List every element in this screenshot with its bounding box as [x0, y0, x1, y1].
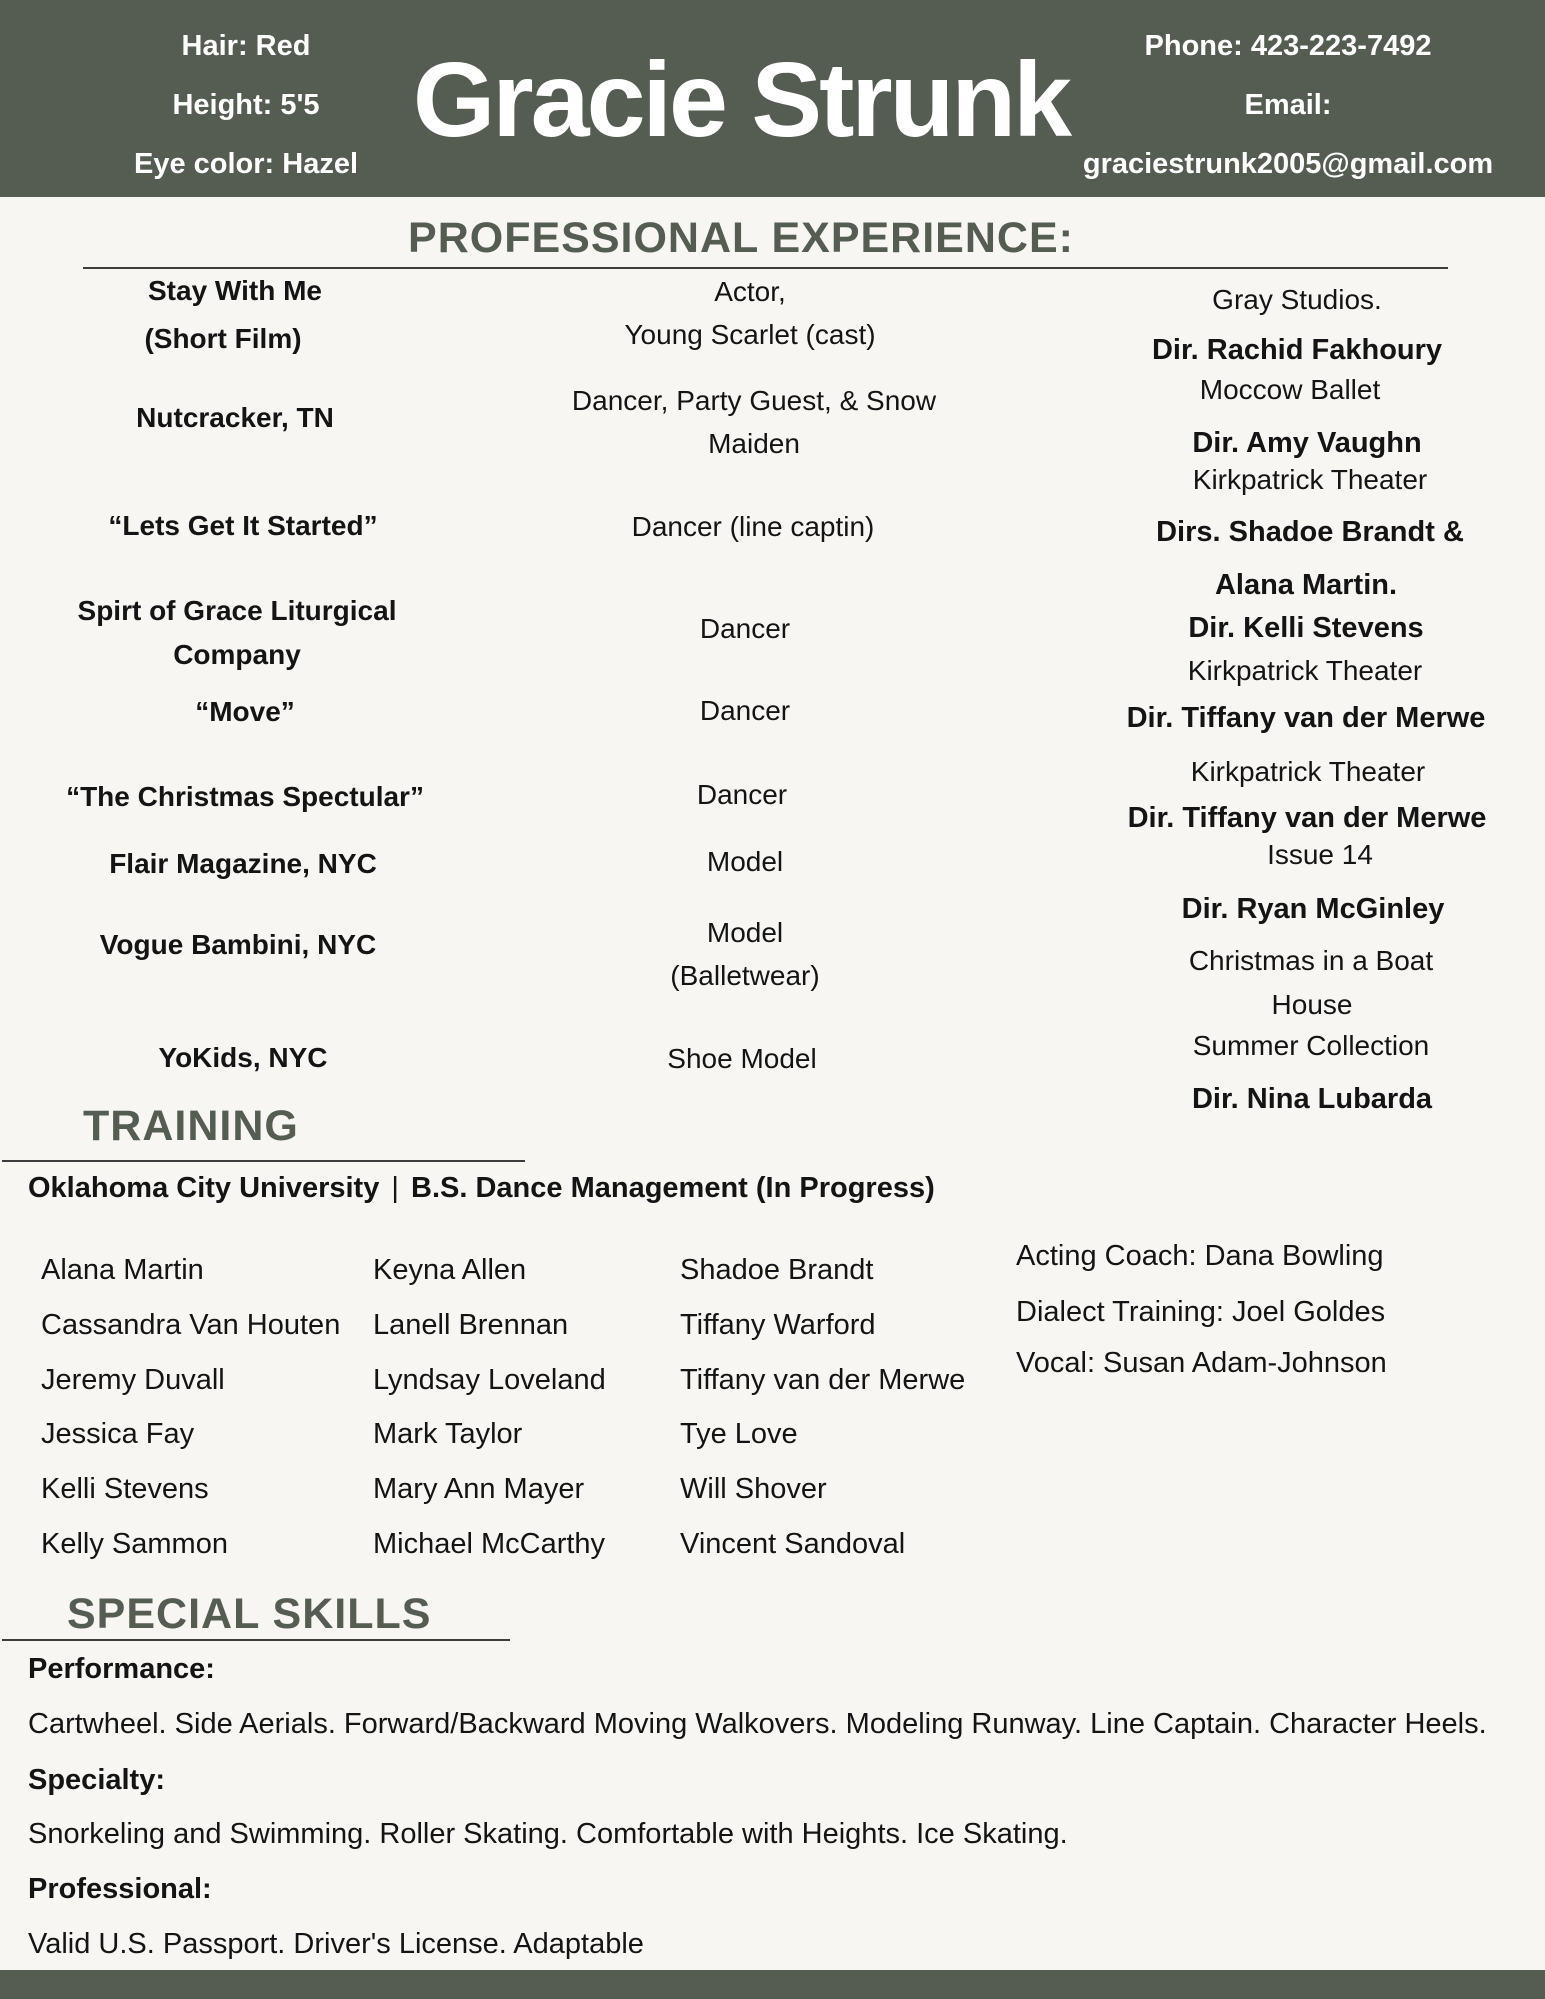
- email-address[interactable]: graciestrunk2005@gmail.com: [1082, 148, 1494, 180]
- instructor-column-3: [680, 1243, 965, 1572]
- credit-role: Dancer: [696, 779, 788, 810]
- credit-role: Dancer: [699, 613, 791, 644]
- instructor-name: Lanell Brennan: [373, 1308, 569, 1341]
- instructor-name: Tye Love: [680, 1418, 798, 1451]
- credit-role: (Balletwear): [670, 960, 820, 991]
- credit-title: Spirt of Grace Liturgical: [77, 595, 397, 626]
- instructor-column-2: [373, 1243, 606, 1572]
- eye-color-info: Eye color: Hazel: [133, 148, 359, 180]
- credit-director: Alana Martin.: [1214, 569, 1398, 601]
- credit-title: “The Christmas Spectular”: [66, 781, 424, 812]
- credit-role: Dancer, Party Guest, & Snow: [571, 385, 937, 416]
- credit-role: Dancer: [699, 695, 791, 726]
- instructor-name: Tiffany van der Merwe: [680, 1363, 966, 1396]
- credit-title: (Short Film): [144, 323, 302, 354]
- credit-role: Young Scarlet (cast): [624, 319, 876, 350]
- instructor-name: Alana Martin: [41, 1254, 204, 1286]
- training-title: TRAINING: [83, 1102, 299, 1150]
- credit-company: Issue 14: [1267, 839, 1373, 870]
- credit-company: Moccow Ballet: [1199, 374, 1381, 405]
- credit-role: Model: [706, 846, 784, 877]
- instructor-name: Michael McCarthy: [373, 1527, 606, 1560]
- instructor-name: Vincent Sandoval: [680, 1527, 906, 1560]
- credit-title: YoKids, NYC: [158, 1042, 328, 1073]
- degree: B.S. Dance Management (In Progress): [411, 1172, 935, 1204]
- vocal-coach: Vocal: Susan Adam-Johnson: [1016, 1347, 1387, 1379]
- credit-company: Kirkpatrick Theater: [1190, 756, 1426, 787]
- skills-rule: [2, 1639, 510, 1641]
- credit-director: Dir. Ryan McGinley: [1181, 893, 1445, 925]
- professional-label: Professional:: [28, 1873, 212, 1905]
- instructor-name: Lyndsay Loveland: [373, 1363, 606, 1396]
- credit-company: Kirkpatrick Theater: [1192, 464, 1428, 495]
- phone-info: Phone: 423-223-7492: [1144, 30, 1432, 62]
- credit-company: Kirkpatrick Theater: [1187, 655, 1423, 686]
- training-rule: [2, 1160, 525, 1162]
- specialty-label: Specialty:: [28, 1764, 165, 1796]
- specialty-skills: Snorkeling and Swimming. Roller Skating. Comfortable with Heights. Ice Skating.: [28, 1818, 1068, 1850]
- instructor-name: Kelly Sammon: [41, 1527, 228, 1560]
- credit-title: Vogue Bambini, NYC: [99, 929, 377, 960]
- credit-company: Summer Collection: [1192, 1030, 1430, 1061]
- performance-skills: Cartwheel. Side Aerials. Forward/Backward Moving Walkovers. Modeling Runway. Line Captain. Character Heels.: [28, 1708, 1487, 1740]
- credit-role: Shoe Model: [667, 1043, 817, 1074]
- instructor-name: Cassandra Van Houten: [41, 1308, 341, 1341]
- credit-role: Actor,: [714, 276, 786, 307]
- hair-info: Hair: Red: [181, 30, 311, 62]
- credit-director: Dir. Amy Vaughn: [1192, 427, 1422, 459]
- training-school-line: [28, 1172, 935, 1205]
- instructor-name: Shadoe Brandt: [680, 1254, 874, 1286]
- credit-director: Dir. Nina Lubarda: [1191, 1083, 1433, 1115]
- instructor-name: Will Shover: [680, 1473, 827, 1506]
- credit-company: Gray Studios.: [1212, 284, 1382, 315]
- credit-company: House: [1271, 989, 1353, 1020]
- credit-title: Stay With Me: [148, 275, 322, 306]
- footer-bar: [0, 1970, 1545, 1999]
- header-banner: [0, 0, 1545, 197]
- credit-company: Christmas in a Boat: [1188, 945, 1434, 976]
- performance-label: Performance:: [28, 1653, 215, 1685]
- credit-role: Maiden: [708, 428, 800, 459]
- credit-title: “Move”: [195, 696, 295, 727]
- instructor-name: Mary Ann Mayer: [373, 1473, 585, 1506]
- school-name: Oklahoma City University: [28, 1172, 380, 1204]
- height-info: Height: 5'5: [172, 89, 320, 121]
- instructor-column-1: [41, 1243, 340, 1572]
- instructor-name: Tiffany Warford: [680, 1308, 876, 1341]
- email-label: Email:: [1244, 89, 1332, 121]
- performer-name: Gracie Strunk: [412, 41, 1070, 159]
- instructor-name: Keyna Allen: [373, 1254, 527, 1286]
- credit-title: Nutcracker, TN: [136, 402, 334, 433]
- credit-title: Flair Magazine, NYC: [109, 848, 377, 879]
- instructor-name: Jessica Fay: [41, 1418, 195, 1451]
- credit-director: Dirs. Shadoe Brandt &: [1156, 516, 1464, 548]
- credit-director: Dir. Tiffany van der Merwe: [1127, 802, 1487, 834]
- experience-title: PROFESSIONAL EXPERIENCE:: [408, 214, 1074, 262]
- instructor-name: Kelli Stevens: [41, 1473, 209, 1506]
- separator: |: [391, 1172, 399, 1204]
- instructor-name: Jeremy Duvall: [41, 1363, 225, 1396]
- credit-director: Dir. Rachid Fakhoury: [1151, 334, 1443, 366]
- skills-title: SPECIAL SKILLS: [67, 1590, 432, 1638]
- credit-director: Dir. Tiffany van der Merwe: [1126, 702, 1486, 734]
- acting-coach: Acting Coach: Dana Bowling: [1016, 1240, 1384, 1272]
- credit-role: Model: [706, 917, 784, 948]
- credit-title: “Lets Get It Started”: [108, 510, 378, 541]
- dialect-coach: Dialect Training: Joel Goldes: [1016, 1296, 1386, 1328]
- professional-skills: Valid U.S. Passport. Driver's License. Adaptable: [28, 1928, 644, 1960]
- credit-director: Dir. Kelli Stevens: [1188, 612, 1424, 644]
- instructor-name: Mark Taylor: [373, 1418, 523, 1451]
- credit-title: Company: [173, 639, 301, 670]
- credit-role: Dancer (line captin): [631, 511, 875, 542]
